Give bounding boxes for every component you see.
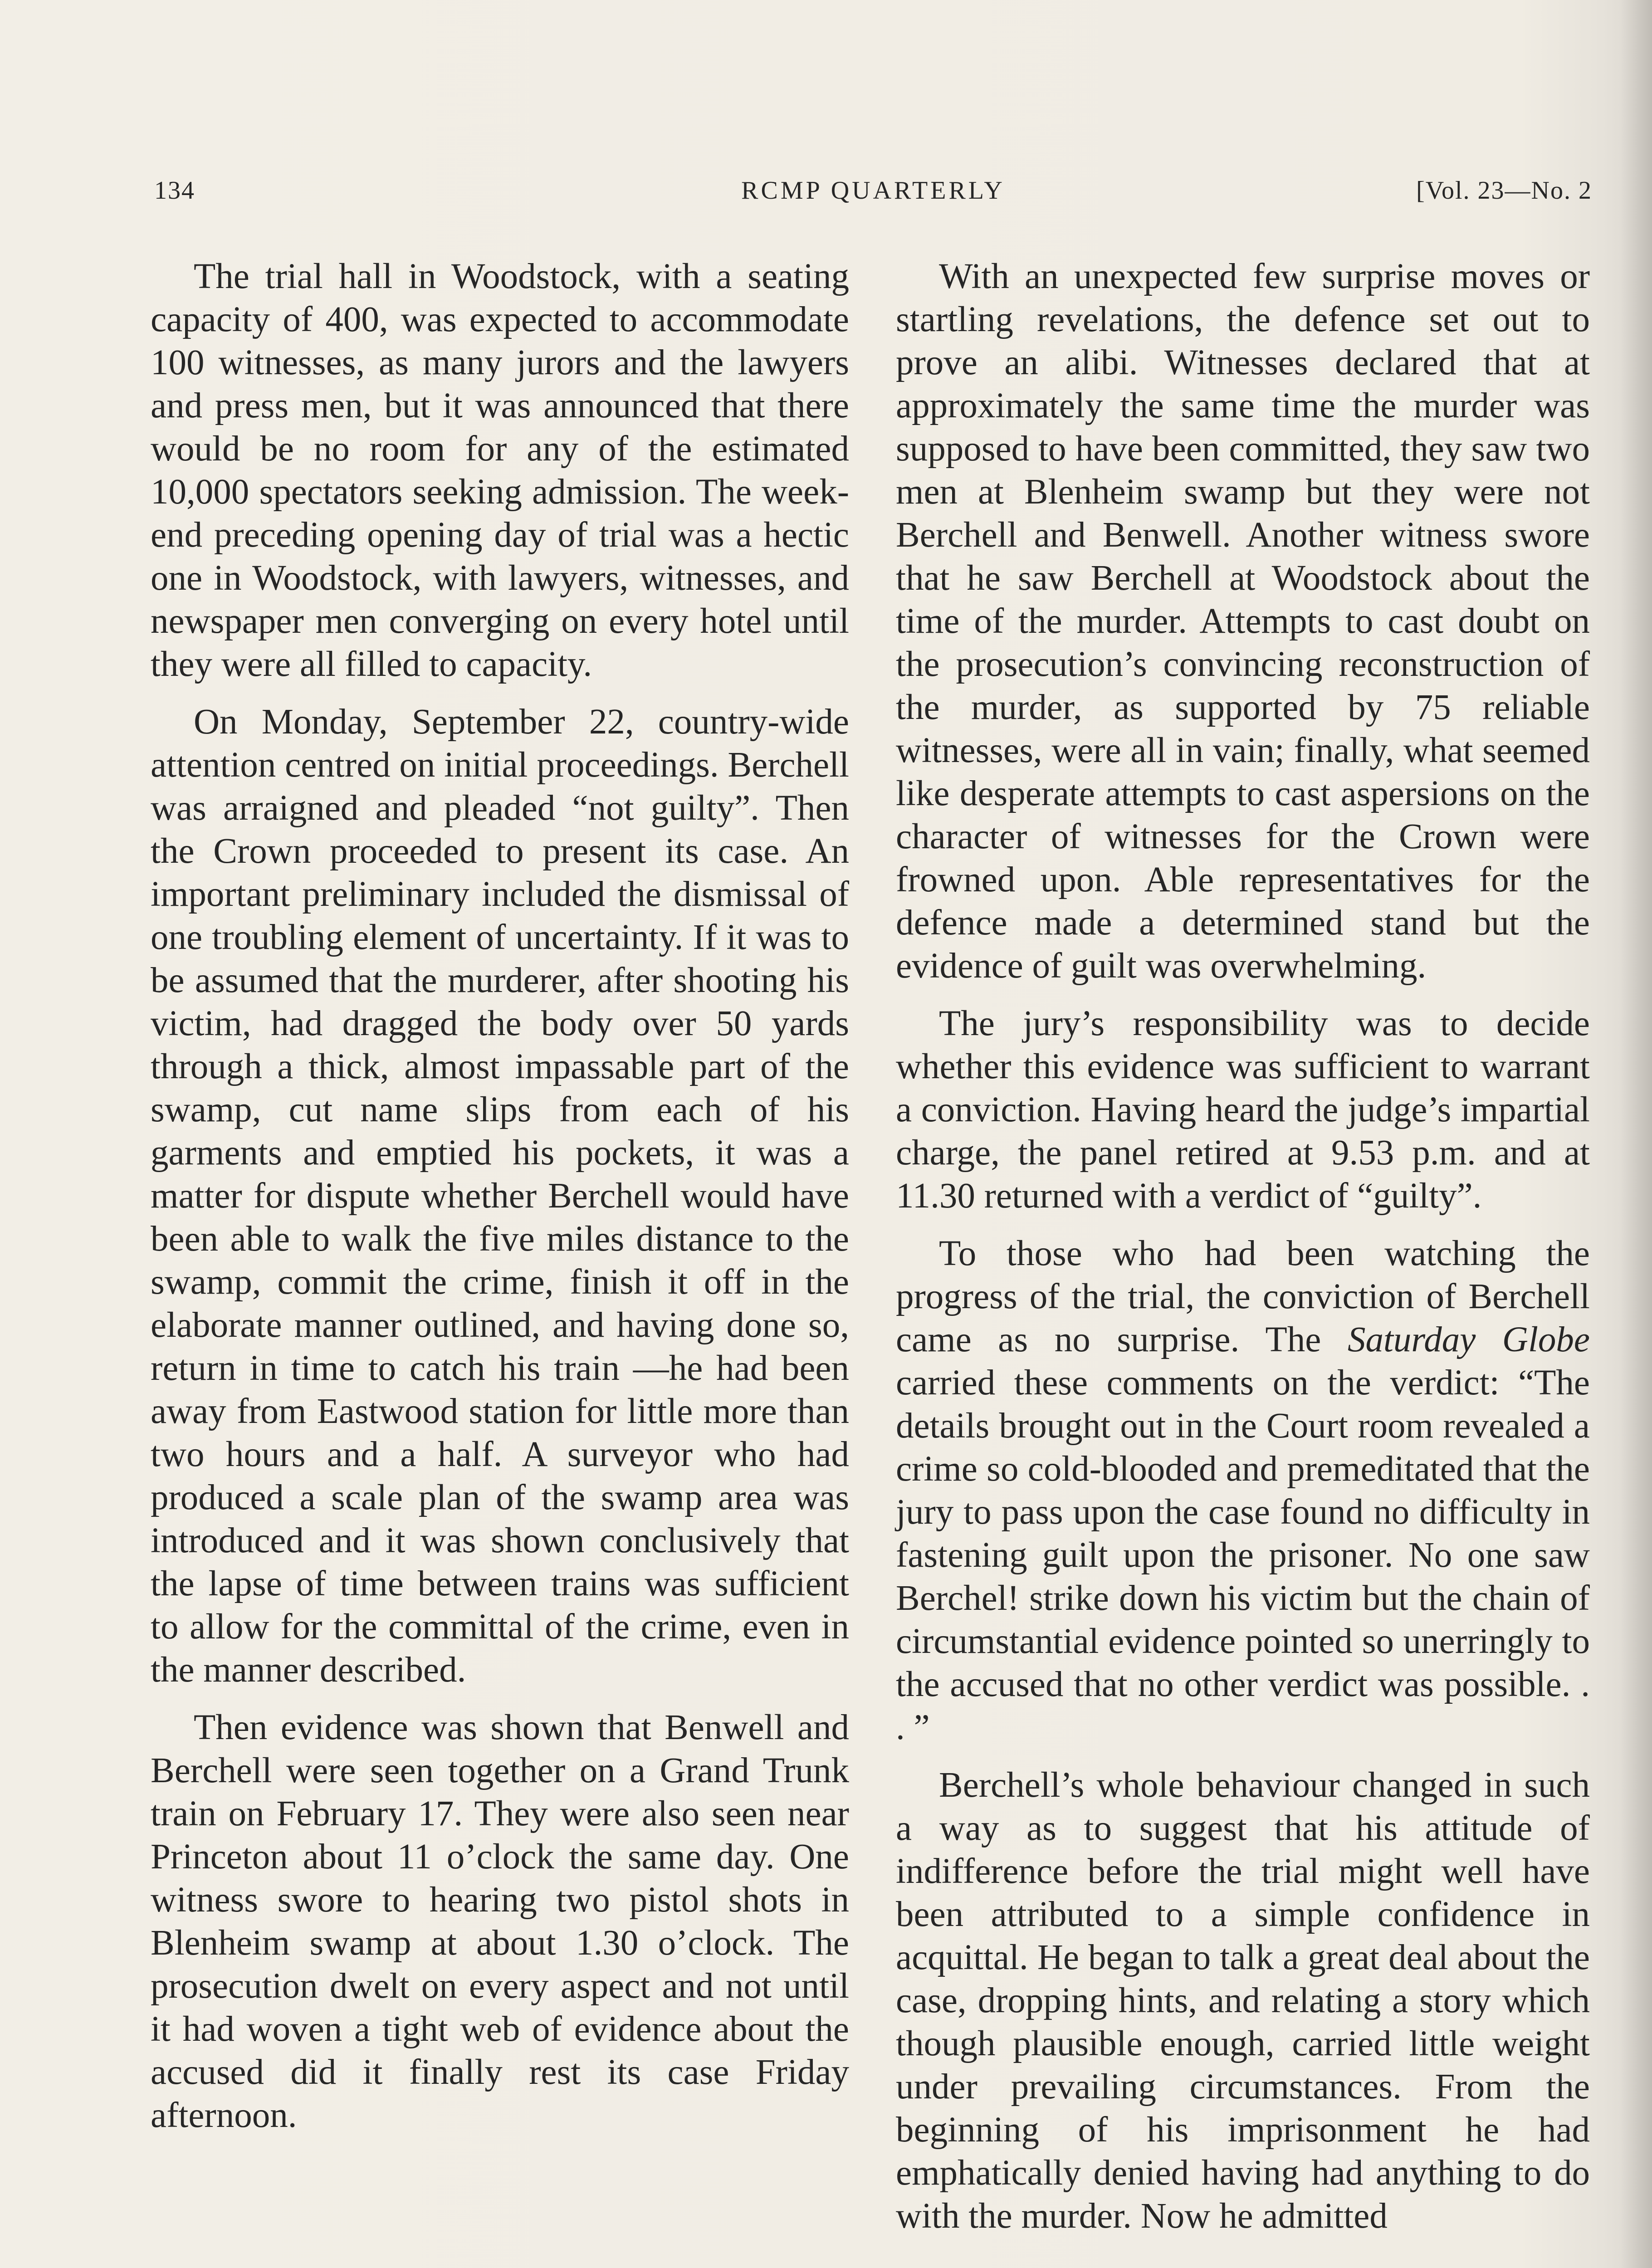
paragraph: Then evidence was shown that Benwell and Berchell were seen together on a Grand Trunk train on February 17. They were also seen near Princeton about 11 o’clock the same day. One witness swore to hearing two pistol shots in Blenheim swamp at about 1.30 o’clock. The prosecution dwelt on every aspect and not until it had woven a tight web of evidence about the accused did it finally rest its case Friday afternoon. — [151, 1708, 849, 2135]
paragraph-text: To those who had been watching the progress of the trial, the conviction of Berchell came as no surprise. The — [896, 1234, 1590, 1359]
page-number: 134 — [154, 176, 195, 205]
paragraph: With an unexpected few surprise moves or startling revelations, the defence set out to prove an alibi. Witnesses declared that at approximately the same time the murder was supposed to have been committed, they saw two men at Blenheim swamp but they were not Berchell and Benwell. Another witness swore that he saw Berchell at Woodstock about the time of the murder. Attempts to cast doubt on the prosecution’s convincing reconstruction of the murder, as supported by 75 reliable witnesses, were all in vain; finally, what seemed like desperate attempts to cast aspersions on the character of witnesses for the Crown were frowned upon. Able representatives for the defence made a determined stand but the evidence of guilt was overwhelming. — [896, 257, 1590, 986]
right-column — [896, 255, 1590, 2252]
left-column — [151, 255, 849, 2151]
publication-title: Saturday Globe — [1347, 1320, 1590, 1359]
paragraph: On Monday, September 22, country-wide attention centred on initial proceedings. Berchell was arraigned and pleaded “not guilty”. Then the Crown proceeded to present its case. An important preliminary included the dismissal of one troubling element of uncertainty. If it was to be assumed that the murderer, after shooting his victim, had dragged the body over 50 yards through a thick, almost impassable part of the swamp, cut name slips from each of his garments and emptied his pockets, it was a matter for dispute whether Berchell would have been able to walk the five miles distance to the swamp, commit the crime, finish it off in the elaborate manner outlined, and having done so, return in time to catch his train —he had been away from Eastwood station for little more than two hours and a half. A surveyor who had produced a scale plan of the swamp area was introduced and it was shown conclusively that the lapse of time between trains was sufficient to allow for the committal of the crime, even in the manner described. — [151, 702, 849, 1690]
page-edge-shadow — [1620, 0, 1652, 2268]
journal-title: RCMP QUARTERLY — [741, 176, 1005, 205]
volume-issue: [Vol. 23—No. 2 — [1416, 176, 1592, 205]
paragraph-text: carried these comments on the verdict: “The details brought out in the Court room revealed a crime so cold-blooded and premeditated that the jury to pass upon the case found no difficulty in fastening guilt upon the prisoner. No one saw Berchel! strike down his victim but the chain of circumstantial evidence pointed so unerringly to the accused that no other verdict was possible. . . ” — [896, 1363, 1590, 1747]
paragraph — [896, 1232, 1590, 1749]
paragraph: The trial hall in Woodstock, with a seating capacity of 400, was expected to accommodate 100 witnesses, as many jurors and the lawyers and press men, but it was announced that there would be no room for any of the estimated 10,000 spectators seeking admission. The week-end preceding opening day of trial was a hectic one in Woodstock, with lawyers, witnesses, and newspaper men converging on every hotel until they were all filled to capacity. — [151, 257, 849, 684]
paragraph: The jury’s responsibility was to decide whether this evidence was sufficient to warrant a conviction. Having heard the judge’s impartial charge, the panel retired at 9.53 p.m. and at 11.30 returned with a verdict of “guilty”. — [896, 1004, 1590, 1216]
paragraph: Berchell’s whole behaviour changed in such a way as to suggest that his attitude of indifference before the trial might well have been attributed to a simple confidence in acquittal. He began to talk a great deal about the case, dropping hints, and relating a story which though plausible enough, carried little weight under prevailing circumstances. From the beginning of his imprisonment he had emphatically denied having had anything to do with the murder. Now he admitted — [896, 1765, 1590, 2236]
running-header — [154, 176, 1592, 217]
